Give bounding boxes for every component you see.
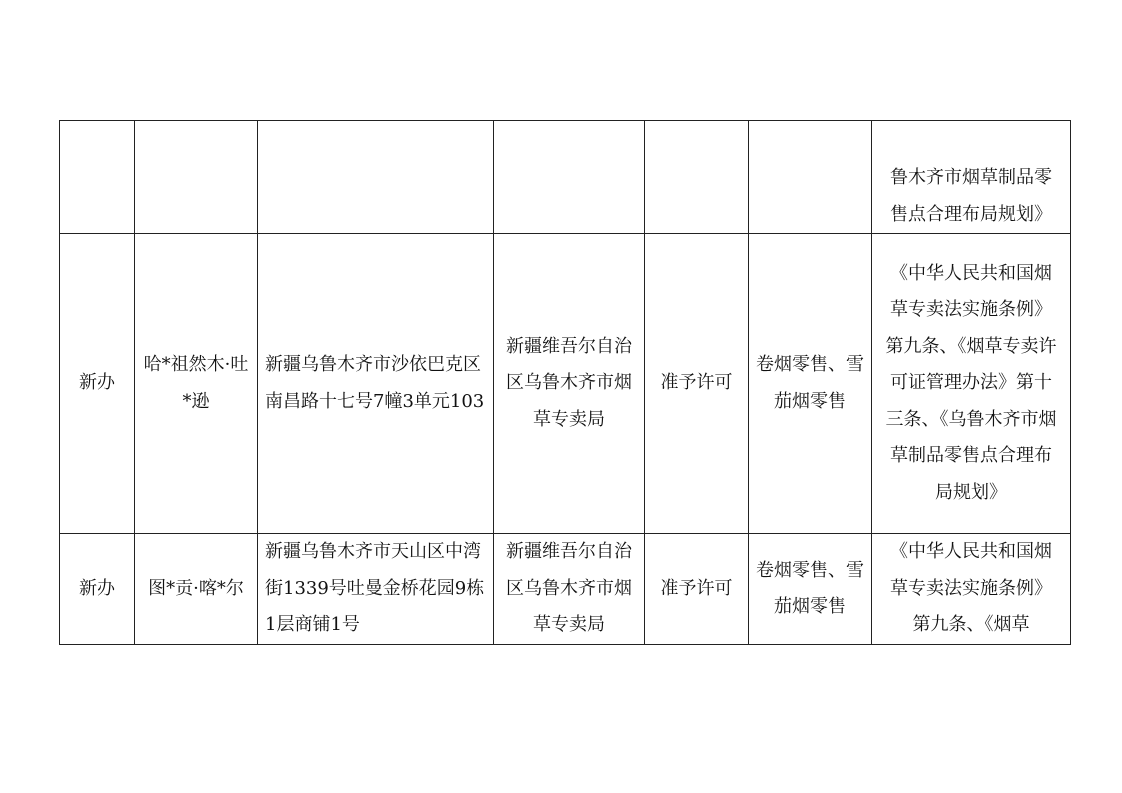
authority-cell: 新疆维吾尔自治区乌鲁木齐市烟草专卖局 (494, 534, 645, 645)
decision-cell (645, 121, 749, 234)
business-scope-cell: 卷烟零售、雪茄烟零售 (749, 234, 872, 534)
license-type-cell: 新办 (60, 234, 135, 534)
business-scope-cell: 卷烟零售、雪茄烟零售 (749, 534, 872, 645)
license-table (59, 120, 1071, 645)
legal-basis-cell: 《中华人民共和国烟草专卖法实施条例》第九条、《烟草专卖许可证管理办法》第十三条、《乌鲁木齐市烟草制品零售点合理布局规划》 (872, 234, 1071, 534)
table-row (60, 121, 1071, 234)
business-scope-cell (749, 121, 872, 234)
applicant-name-cell: 哈*祖然木·吐*逊 (135, 234, 258, 534)
table-row (60, 234, 1071, 534)
applicant-name-cell: 图*贡·喀*尔 (135, 534, 258, 645)
address-cell: 新疆乌鲁木齐市沙依巴克区南昌路十七号7幢3单元103 (258, 234, 494, 534)
decision-cell: 准予许可 (645, 234, 749, 534)
decision-cell: 准予许可 (645, 534, 749, 645)
license-type-cell: 新办 (60, 534, 135, 645)
address-cell (258, 121, 494, 234)
license-type-cell (60, 121, 135, 234)
address-cell: 新疆乌鲁木齐市天山区中湾街1339号吐曼金桥花园9栋1层商铺1号 (258, 534, 494, 645)
legal-basis-cell: 鲁木齐市烟草制品零售点合理布局规划》 (872, 121, 1071, 234)
table-row (60, 534, 1071, 645)
authority-cell (494, 121, 645, 234)
legal-basis-cell: 《中华人民共和国烟草专卖法实施条例》第九条、《烟草 (872, 534, 1071, 645)
authority-cell: 新疆维吾尔自治区乌鲁木齐市烟草专卖局 (494, 234, 645, 534)
applicant-name-cell (135, 121, 258, 234)
